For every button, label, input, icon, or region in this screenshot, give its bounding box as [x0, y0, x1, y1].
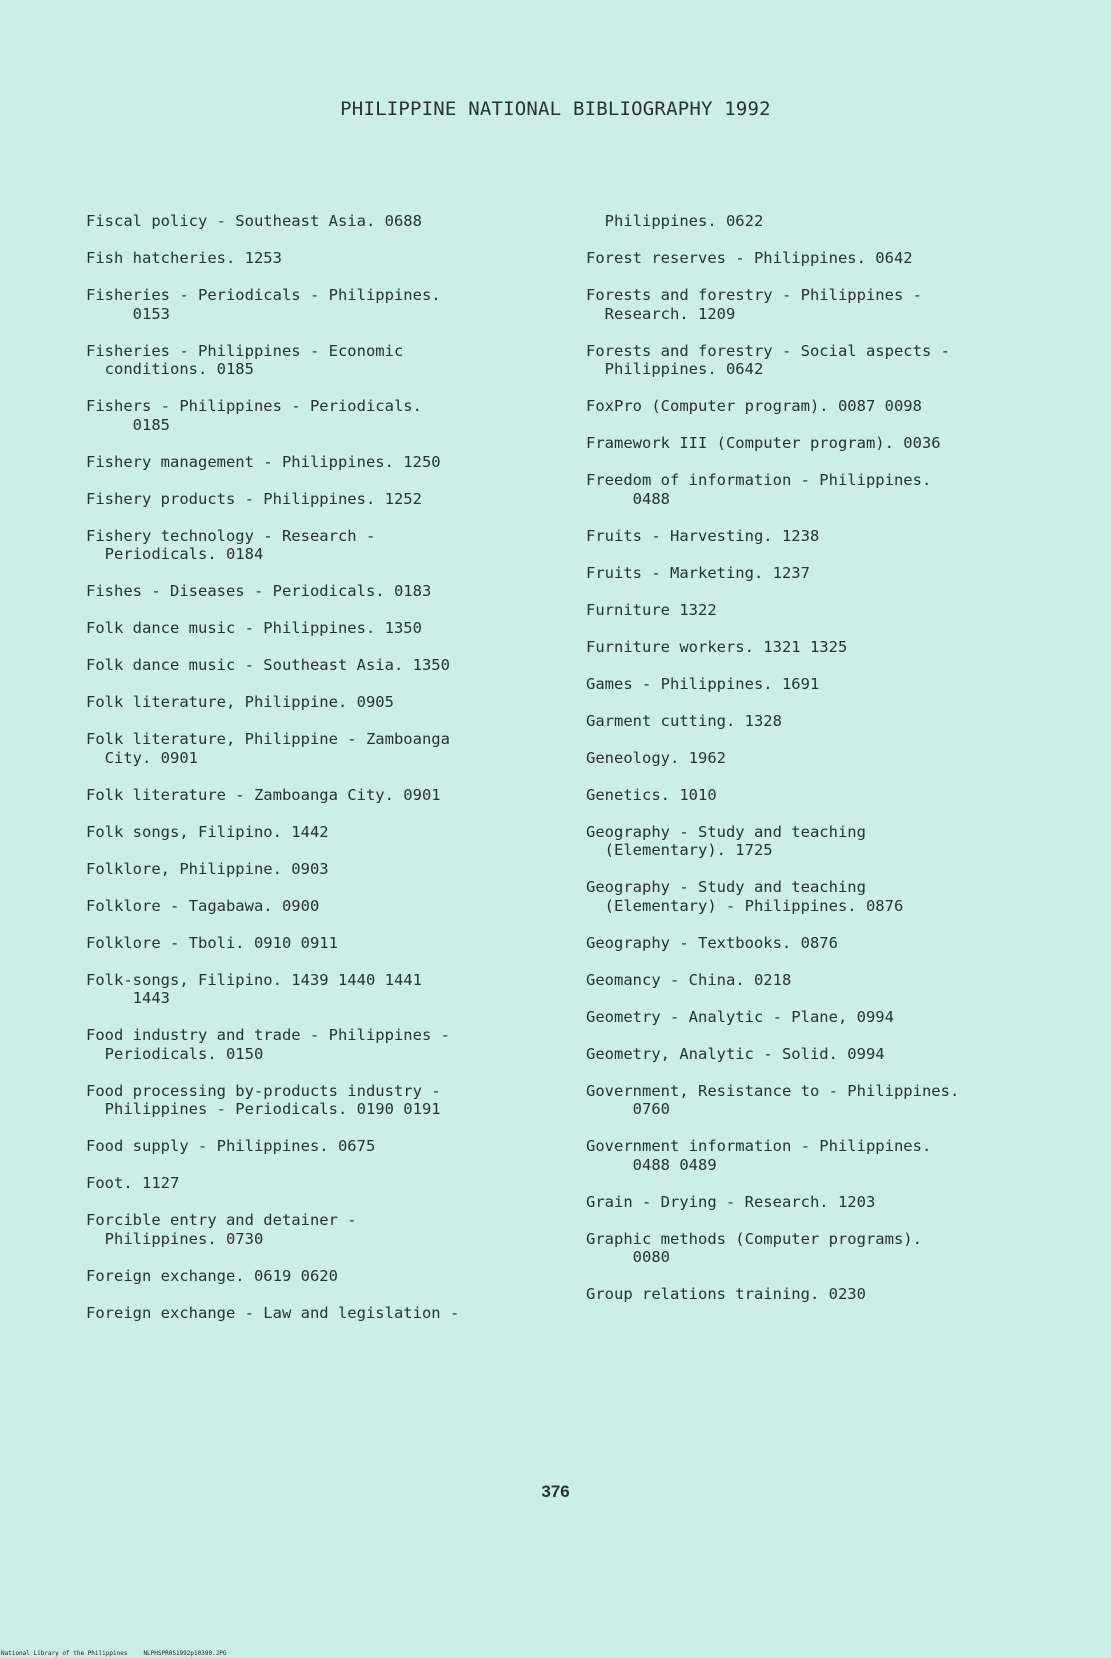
index-entry — [86, 619, 586, 638]
right-column — [586, 212, 1096, 1322]
index-entry-continuation: (Elementary) - Philippines. 0876 — [586, 896, 904, 915]
index-entry-heading: Folk songs, Filipino. 1442 — [86, 822, 329, 841]
index-entry-continuation: Philippines. 0642 — [586, 360, 764, 378]
page-number: 376 — [541, 1482, 570, 1501]
index-entry-heading: Genetics. 1010 — [586, 785, 717, 804]
index-entry — [586, 527, 1096, 546]
index-entry-heading: Fisheries - Periodicals - Philippines. — [86, 286, 441, 304]
index-entry — [586, 434, 1096, 453]
index-entry-continuation: (Elementary). 1725 — [586, 841, 773, 859]
index-entry-heading: Forests and forestry - Social aspects - — [586, 341, 950, 360]
index-entry-heading: Foot. 1127 — [86, 1174, 180, 1192]
index-entry — [86, 453, 586, 472]
index-entry-heading: Fishery products - Philippines. 1252 — [86, 489, 422, 508]
index-entry — [586, 286, 1096, 323]
index-entry-heading: Geometry - Analytic - Plane, 0994 — [586, 1007, 894, 1026]
index-entry-heading: Forest reserves - Philippines. 0642 — [586, 249, 913, 267]
footer — [1, 1650, 243, 1657]
index-entry — [86, 490, 586, 509]
index-entry — [586, 878, 1096, 915]
page-title: PHILIPPINE NATIONAL BIBLIOGRAPHY 1992 — [340, 98, 771, 120]
index-entry-heading: Games - Philippines. 1691 — [586, 674, 820, 693]
index-entry — [586, 934, 1096, 953]
index-entry — [586, 212, 1096, 231]
index-entry — [86, 1082, 586, 1119]
index-entry — [86, 1174, 586, 1193]
index-entry-heading: Folklore - Tagabawa. 0900 — [86, 896, 320, 915]
index-entry-heading: Foreign exchange - Law and legislation - — [86, 1303, 460, 1322]
index-entry-continuation: Philippines - Periodicals. 0190 0191 — [86, 1100, 441, 1118]
index-entry-heading: Government information - Philippines. — [586, 1137, 932, 1155]
index-entry-heading: Forests and forestry - Philippines - — [586, 286, 922, 304]
index-entry-heading: Food processing by-products industry - — [86, 1081, 441, 1100]
index-entry — [586, 675, 1096, 694]
index-entry-heading: Fiscal policy - Southeast Asia. 0688 — [86, 212, 422, 230]
index-entry — [86, 823, 586, 842]
index-entry — [86, 1267, 586, 1286]
index-entry-heading: Foreign exchange. 0619 0620 — [86, 1266, 338, 1285]
index-entry — [86, 582, 586, 601]
index-entry-continuation: 0153 — [86, 304, 170, 323]
index-entry — [86, 656, 586, 675]
index-entry — [86, 693, 586, 712]
index-entry — [86, 397, 586, 434]
index-entry-heading: Forcible entry and detainer - — [86, 1211, 357, 1229]
index-entry-heading: Fish hatcheries. 1253 — [86, 249, 282, 267]
index-entry-heading: Garment cutting. 1328 — [586, 711, 782, 730]
index-entry-heading: Freedom of information - Philippines. — [586, 471, 932, 489]
index-entry — [86, 286, 586, 323]
index-entry — [586, 786, 1096, 805]
index-entry — [586, 249, 1096, 268]
index-entry-heading: Fishery management - Philippines. 1250 — [86, 452, 441, 471]
index-entry-continuation: 0185 — [86, 415, 170, 434]
index-entry-heading: Folk-songs, Filipino. 1439 1440 1441 — [86, 970, 422, 989]
index-entry — [586, 1230, 1096, 1267]
index-entry-heading: Fishes - Diseases - Periodicals. 0183 — [86, 582, 432, 600]
index-entry — [586, 712, 1096, 731]
index-entry — [586, 471, 1096, 508]
index-entry-heading: Geography - Study and teaching — [586, 878, 866, 896]
index-entry — [86, 1211, 586, 1248]
index-entry-heading: Folklore - Tboli. 0910 0911 — [86, 933, 338, 952]
index-entry-heading: Grain - Drying - Research. 1203 — [586, 1192, 876, 1211]
index-entry — [86, 1304, 586, 1323]
index-entry — [586, 1045, 1096, 1064]
footer-library: National Library of the Philippines — [1, 1650, 128, 1657]
index-entry-heading: Folk literature, Philippine - Zamboanga — [86, 730, 450, 748]
index-entry-continuation: City. 0901 — [86, 748, 198, 767]
index-entry — [586, 601, 1096, 620]
index-entry-heading: Geography - Study and teaching — [586, 822, 866, 841]
index-entry — [586, 564, 1096, 583]
index-entry-continuation: 0760 — [586, 1100, 670, 1118]
index-entry — [86, 249, 586, 268]
index-entry-continuation: Periodicals. 0184 — [86, 545, 264, 563]
index-entry-heading: Furniture workers. 1321 1325 — [586, 637, 848, 656]
index-entry-heading: Folklore, Philippine. 0903 — [86, 859, 329, 878]
index-entry-heading: Government, Resistance to - Philippines. — [586, 1081, 960, 1100]
index-entry — [586, 1193, 1096, 1212]
index-entry-heading: Graphic methods (Computer programs). — [586, 1229, 922, 1248]
index-entry — [586, 971, 1096, 990]
index-entry — [586, 342, 1096, 379]
index-entry — [86, 860, 586, 879]
index-entry — [86, 897, 586, 916]
index-entry — [586, 1008, 1096, 1027]
index-entry — [86, 1137, 586, 1156]
index-entry-heading: Fishery technology - Research - — [86, 526, 376, 545]
index-entry — [586, 1137, 1096, 1174]
index-entry-heading: Geography - Textbooks. 0876 — [586, 933, 838, 952]
index-entry-heading: Food industry and trade - Philippines - — [86, 1026, 450, 1044]
index-entry-heading: Geomancy - China. 0218 — [586, 970, 792, 989]
index-entry-heading: Geometry, Analytic - Solid. 0994 — [586, 1044, 885, 1063]
index-entry-heading: Geneology. 1962 — [586, 748, 726, 767]
index-entry-heading: Folk dance music - Philippines. 1350 — [86, 619, 422, 637]
index-entry-heading: Group relations training. 0230 — [586, 1285, 866, 1303]
index-entry-heading: Furniture 1322 — [586, 600, 717, 619]
index-entry-heading: Folk literature - Zamboanga City. 0901 — [86, 785, 441, 804]
index-entry-heading: Food supply - Philippines. 0675 — [86, 1137, 376, 1155]
index-entry — [86, 971, 586, 1008]
index-entry-continuation: conditions. 0185 — [86, 360, 254, 378]
index-entry — [586, 397, 1096, 416]
index-entry — [86, 1026, 586, 1063]
index-entry — [86, 342, 586, 379]
index-entry-continuation: Philippines. 0730 — [86, 1229, 264, 1248]
index-entry — [586, 823, 1096, 860]
footer-file: NLPHSPR0S1992p10390.JPG — [143, 1650, 227, 1657]
left-column — [86, 212, 586, 1341]
index-entry-continuation: 0488 0489 — [586, 1155, 717, 1174]
index-entry-continuation: 0080 — [586, 1248, 670, 1266]
index-entry-heading: Folk dance music - Southeast Asia. 1350 — [86, 656, 450, 674]
index-entry — [586, 1082, 1096, 1119]
index-entry-continuation: Periodicals. 0150 — [86, 1044, 264, 1063]
index-entry-continuation: 0488 — [586, 489, 670, 508]
index-entry — [86, 730, 586, 767]
index-entry — [86, 527, 586, 564]
index-entry-heading: Fishers - Philippines - Periodicals. — [86, 397, 422, 415]
index-entry-heading: Fisheries - Philippines - Economic — [86, 341, 404, 360]
index-entry-heading: Fruits - Marketing. 1237 — [586, 563, 810, 582]
index-entry-heading: FoxPro (Computer program). 0087 0098 — [586, 397, 922, 415]
index-entry-continuation: Research. 1209 — [586, 304, 736, 323]
index-entry — [86, 212, 586, 231]
index-entry — [586, 1285, 1096, 1304]
index-entry — [586, 749, 1096, 768]
index-entry-heading: Philippines. 0622 — [586, 212, 764, 230]
index-entry — [86, 934, 586, 953]
index-entry-heading: Framework III (Computer program). 0036 — [586, 434, 941, 452]
index-entry — [86, 786, 586, 805]
index-entry-heading: Folk literature, Philippine. 0905 — [86, 693, 394, 711]
index-entry-heading: Fruits - Harvesting. 1238 — [586, 526, 820, 545]
index-entry-continuation: 1443 — [86, 989, 170, 1007]
index-entry — [586, 638, 1096, 657]
